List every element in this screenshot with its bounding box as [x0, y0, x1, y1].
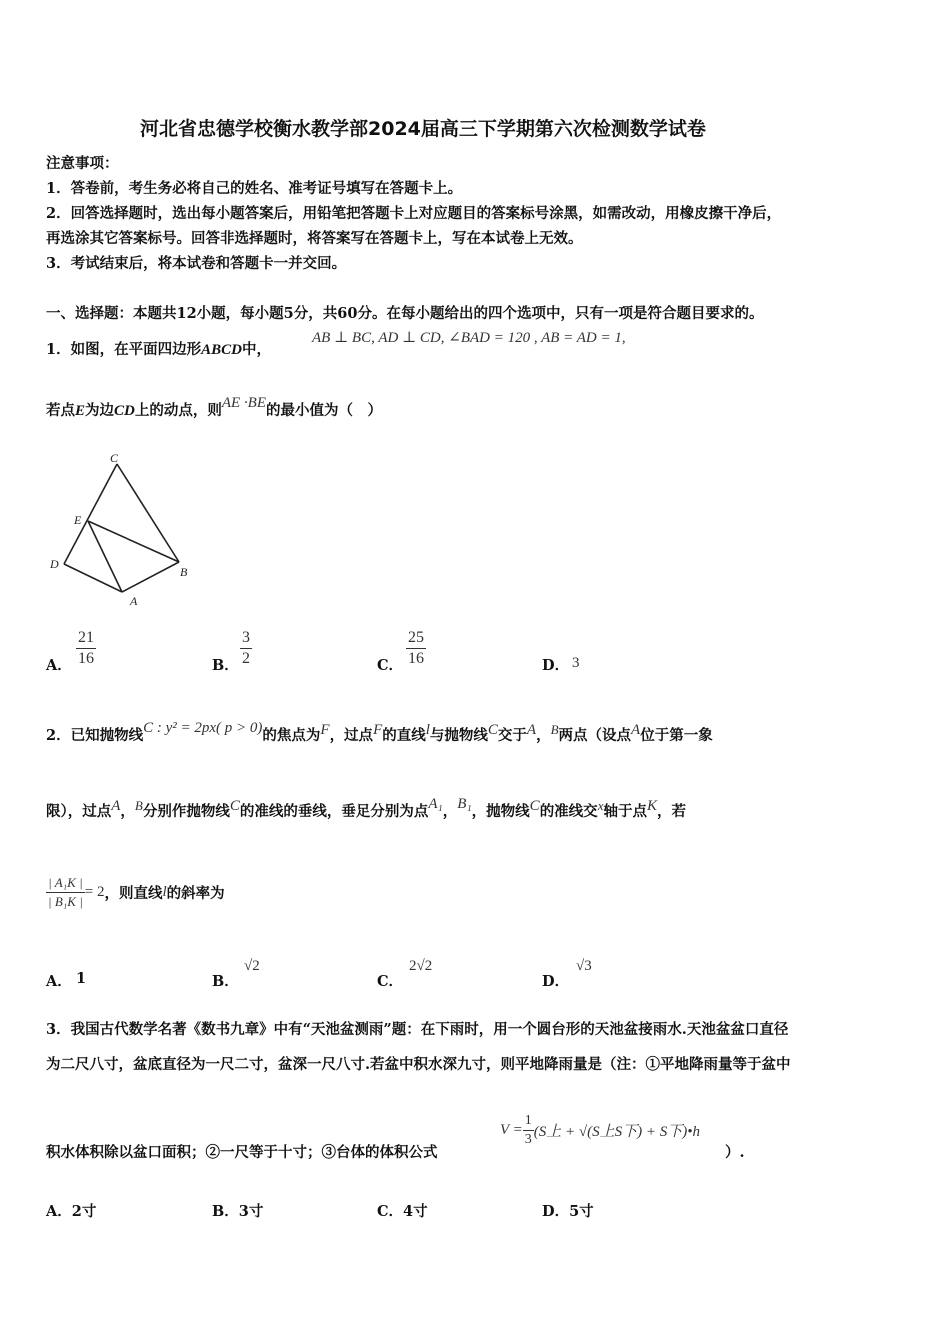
- notice-item: 1．答卷前，考生务必将自己的姓名、准考证号填写在答题卡上。: [46, 180, 463, 197]
- q3-option-b: B．3寸: [212, 1203, 264, 1220]
- q1-option-b-label: B．: [212, 657, 239, 674]
- q3-frustum-volume-formula: V = $\frac{1}{3}$ (S上 + √(S上S下) + S下)•h: [500, 1113, 700, 1147]
- q3-stem-line2: 为二尺八寸，盆底直径为一尺二寸，盆深一尺八寸.若盆中积水深九寸，则平地降雨量是（注：①平地降雨量等于盆中: [46, 1056, 791, 1073]
- q2-option-c-value: 2√2: [409, 958, 433, 974]
- q1-stem-line1: 1．如图，在平面四边形ABCD中，: [46, 341, 271, 358]
- q3-stem-line3-end: ）.: [725, 1144, 745, 1161]
- q2-option-d-label: D．: [542, 973, 570, 990]
- q3-option-c: C．4寸: [377, 1203, 428, 1220]
- q2-option-a-value: 1: [76, 970, 87, 987]
- q3-stem-line3: 积水体积除以盆口面积；②一尺等于十寸；③台体的体积公式: [46, 1144, 438, 1161]
- q1-option-b-value: $\frac{3}{2}$: [242, 629, 250, 667]
- q1-option-c-value: $\frac{25}{16}$: [408, 629, 424, 667]
- q1-option-a-label: A．: [46, 657, 72, 674]
- edge-da: [64, 564, 122, 592]
- label-d: D: [50, 557, 59, 571]
- segment-ea: [88, 521, 122, 592]
- q2-stem-line1: 2．已知抛物线C : y² = 2px( p > 0)的焦点为F，过点F的直线l与抛物线C交于A，B两点（设点A位于第一象: [46, 720, 713, 744]
- page-title: 河北省忠德学校衡水教学部2024届高三下学期第六次检测数学试卷: [140, 118, 706, 140]
- q3-option-a: A．2寸: [46, 1203, 97, 1220]
- q2-option-a-label: A．: [46, 973, 72, 990]
- notice-heading: 注意事项：: [46, 155, 119, 172]
- q1-option-c-label: C．: [377, 657, 404, 674]
- notice-item: 2．回答选择题时，选出每小题答案后，用铅笔把答题卡上对应题目的答案标号涂黑，如需改动，用橡皮擦干净后，: [46, 205, 782, 222]
- section-heading: 一、选择题：本题共12小题，每小题5分，共60分。在每小题给出的四个选项中，只有一项是符合题目要求的。: [46, 305, 764, 322]
- notice-item: 再选涂其它答案标号。回答非选择题时，将答案写在答题卡上，写在本试卷上无效。: [46, 230, 583, 247]
- q1-option-a-value: $\frac{21}{16}$: [78, 629, 94, 667]
- label-c: C: [110, 451, 119, 465]
- label-e: E: [74, 513, 82, 527]
- ratio-fraction: $\frac{\text{| A₁K |}}{\text{| B₁K |}}$: [48, 875, 83, 909]
- label-a: A: [130, 594, 138, 608]
- q1-condition: AB ⊥ BC, AD ⊥ CD, ∠BAD = 120 , AB = AD = 1,: [312, 330, 626, 346]
- edge-ab: [122, 562, 179, 592]
- q2-option-d-value: √3: [576, 958, 592, 974]
- q2-option-b-value: √2: [244, 958, 260, 974]
- q3-stem-line1: 3．我国古代数学名著《数书九章》中有“天池盆测雨”题：在下雨时，用一个圆台形的天池盆接雨水.天池盆盆口直径: [46, 1021, 789, 1038]
- q2-stem-line3: $\frac{\text{| A₁K |}}{\text{| B₁K |}}$ = 2，则直线l的斜率为: [48, 875, 225, 909]
- q1-option-d-label: D．: [542, 657, 570, 674]
- edge-cd: [64, 464, 117, 564]
- label-b: B: [180, 565, 188, 579]
- q1-stem-line2: 若点E为边CD上的动点，则AE ·BE的最小值为（ ）: [46, 395, 383, 419]
- notice-item: 3．考试结束后，将本试卷和答题卡一并交回。: [46, 255, 347, 272]
- q2-stem-line2: 限），过点A，B分别作抛物线C的准线的垂线，垂足分别为点A₁，B₁，抛物线C的准线交x轴于点K，若: [46, 796, 686, 820]
- q1-option-d-value: 3: [572, 655, 580, 671]
- q3-option-d: D．5寸: [542, 1203, 594, 1220]
- q2-option-c-label: C．: [377, 973, 404, 990]
- q2-option-b-label: B．: [212, 973, 239, 990]
- q1-geometry-figure: [40, 450, 200, 615]
